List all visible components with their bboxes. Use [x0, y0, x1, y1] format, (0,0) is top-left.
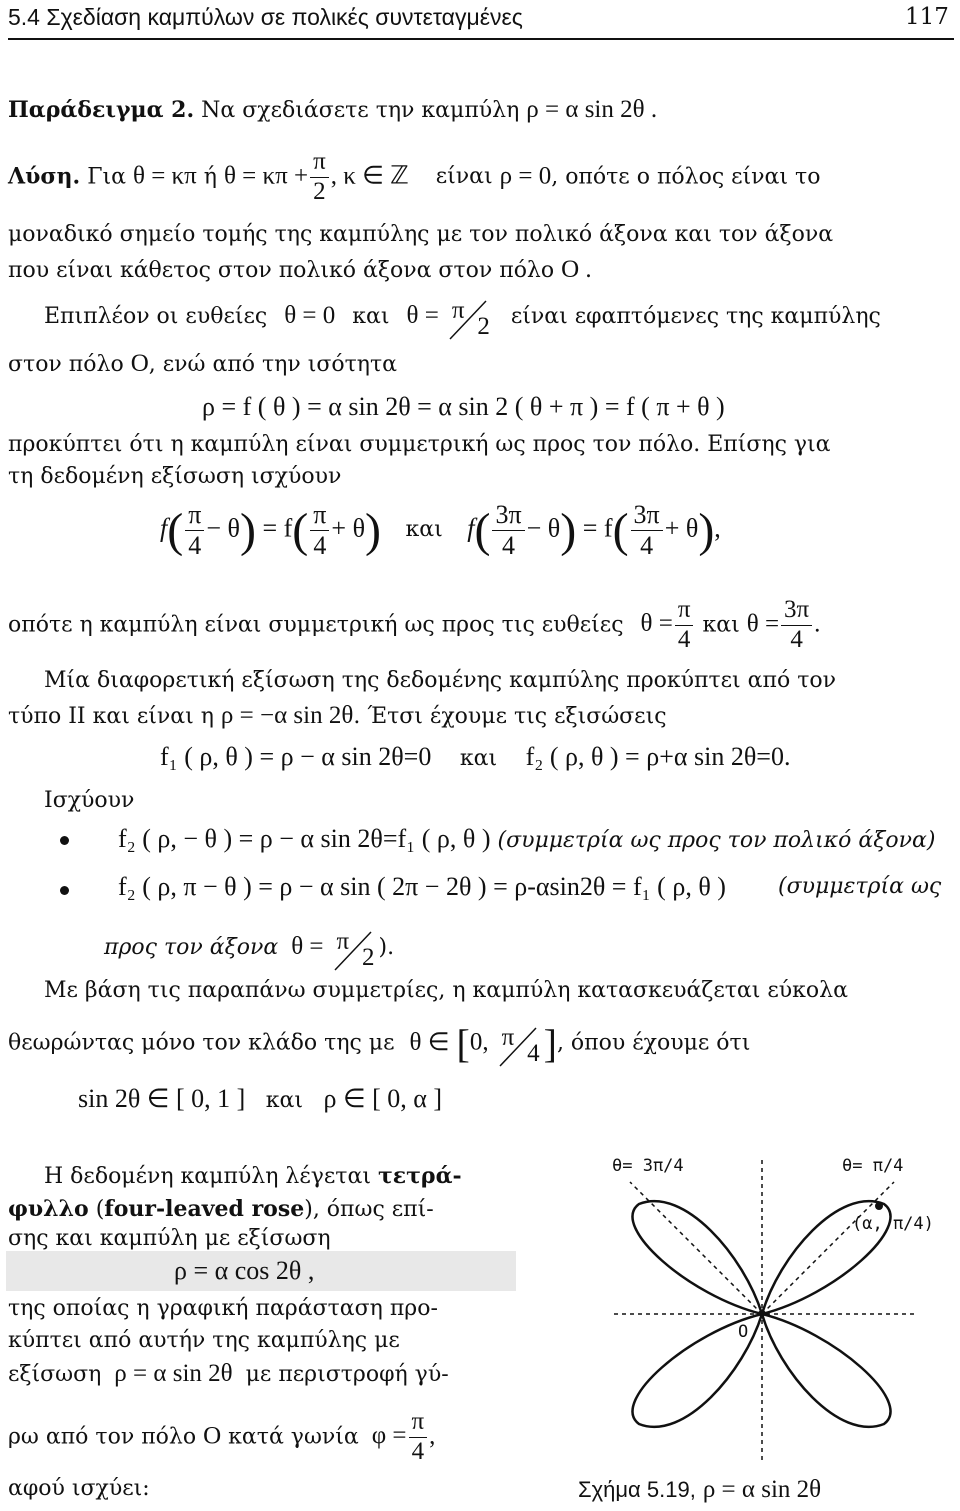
- petal-lower-right: [762, 1314, 890, 1427]
- solution-line-11: Με βάση τις παραπάνω συμμετρίες, η καμπύλη κατασκευάζεται εύκολα: [44, 978, 848, 1003]
- solution-line-6: προκύπτει ότι η καμπύλη είναι συμμετρική ως προς τον πόλο. Επίσης για: [8, 432, 831, 457]
- rose-line-1: Η δεδομένη καμπύλη λέγεται τετρά-: [44, 1163, 462, 1189]
- example-label: Παράδειγμα 2.: [8, 97, 195, 123]
- rose-line-4: της οποίας η γραφική παράσταση προ-: [8, 1296, 438, 1321]
- rose-line-3: σης και καμπύλη με εξίσωση: [8, 1226, 331, 1251]
- solution-line-13: sin 2θ ∈ [ 0, 1 ] και ρ ∈ [ 0, α ]: [78, 1084, 443, 1113]
- rose-cos-equation: ρ = α cos 2θ ,: [174, 1256, 315, 1285]
- solution-line-8: οπότε η καμπύλη είναι συμμετρική ως προς τις ευθείες θ = $\frac{\pi}{4}$ και θ = $\frac{3\pi}{4}$ .: [8, 596, 821, 653]
- point-marker: [875, 1202, 883, 1210]
- fig-point-label: (α, π/4): [852, 1214, 934, 1234]
- figure-caption: Σχήμα 5.19, ρ = α sin 2θ: [578, 1476, 822, 1503]
- solution-line-12: θεωρώντας μόνο τον κλάδο της με θ ∈ [0, π 4 ], όπου έχουμε ότι: [8, 1021, 751, 1067]
- fraction-pi-2: $\frac{\pi}{2}$: [310, 148, 329, 207]
- fig-label-left: θ= 3π/4: [612, 1156, 684, 1176]
- header-rule: [8, 38, 954, 40]
- bullet-line-2-note: (συμμετρία ως: [778, 874, 942, 899]
- solution-line-2: μοναδικό σημείο τομής της καμπύλης με τον πολικό άξονα και τον άξονα: [8, 222, 834, 247]
- rose-line-2: φυλλο (four-leaved rose), όπως επί-: [8, 1196, 434, 1222]
- fig-origin-label: O: [738, 1322, 749, 1342]
- bullet-line-2-cont: προς τον άξονα θ = π 2 ).: [104, 928, 395, 971]
- solution-label: Λύση.: [8, 163, 81, 190]
- f-equations: f₁ ( ρ, θ ) = ρ − α sin 2θ=0 και f₂ ( ρ, θ ) = ρ+α sin 2θ=0.: [160, 742, 791, 771]
- example-eq: ρ = α sin 2θ .: [526, 96, 658, 123]
- bullet-line-2: f₂ ( ρ, π − θ ) = ρ − α sin ( 2π − 2θ ) = ρ-αsin2θ = f₁ ( ρ, θ ): [118, 872, 726, 901]
- rose-figure: [594, 1146, 924, 1466]
- example-line: [8, 96, 657, 124]
- solution-line-4: Επιπλέον οι ευθείες θ = 0 και θ = π 2 είναι εφαπτόμενες της καμπύλης: [44, 297, 881, 340]
- solution-line-7: τη δεδομένη εξίσωση ισχύουν: [8, 464, 342, 489]
- bullet-line-1: f₂ ( ρ, − θ ) = ρ − α sin 2θ=f₁ ( ρ, θ ) (συμμετρία ως προς τον πολικό άξονα): [118, 824, 936, 853]
- solution-line-10: τύπο ΙΙ και είναι η ρ = −α sin 2θ. Έτσι έχουμε τις εξισώσεις: [8, 702, 667, 729]
- section-title: 5.4 Σχεδίαση καμπύλων σε πολικές συντεταγμένες: [8, 4, 523, 30]
- rose-line-6: εξίσωση ρ = α sin 2θ με περιστροφή γύ-: [8, 1360, 449, 1387]
- rose-line-7: ρω από τον πόλο Ο κατά γωνία φ = $\frac{\pi}{4}$ ,: [8, 1408, 436, 1465]
- symmetry-equation: ρ = f ( θ ) = α sin 2θ = α sin 2 ( θ + π ) = f ( π + θ ): [202, 392, 725, 421]
- solution-line-9: Μία διαφορετική εξίσωση της δεδομένης καμπύλης προκύπτει από τον: [44, 668, 837, 693]
- solution-line-5: στον πόλο Ο, ενώ από την ισότητα: [8, 350, 397, 377]
- page-number: 117: [905, 4, 949, 30]
- bullet-1: [60, 836, 69, 845]
- rose-line-5: κύπτει από αυτήν της καμπύλης με: [8, 1328, 400, 1353]
- petal-upper-left: [633, 1201, 762, 1314]
- fig-label-right: θ= π/4: [842, 1156, 904, 1176]
- diagonal-fraction-pi-4: π 4: [501, 1023, 540, 1067]
- bullet-2: [60, 886, 69, 895]
- example-text: Να σχεδιάσετε την καμπύλη: [201, 98, 520, 123]
- diagonal-fraction-pi-2: π 2: [336, 928, 375, 971]
- solution-line-1: Λύση. Για θ = κπ ή θ = κπ + $\frac{\pi}{2}$ , κ ∈ ℤ είναι ρ = 0, οπότε ο πόλος είναι το: [8, 148, 821, 205]
- quarter-equation: f( $\frac{\pi}{4}$ − θ) = f( $\frac{\pi}{4}$ + θ) και f( $\frac{3\pi}{4}$ − θ) = f( $\frac{3\pi}{4}$ + θ),: [160, 500, 721, 560]
- diagonal-fraction-pi-2: π 2: [451, 297, 490, 340]
- rose-line-8: αφού ισχύει:: [8, 1476, 150, 1501]
- solution-line-3: που είναι κάθετος στον πολικό άξονα στον πόλο Ο .: [8, 256, 592, 283]
- hold-label: Ισχύουν: [44, 788, 135, 813]
